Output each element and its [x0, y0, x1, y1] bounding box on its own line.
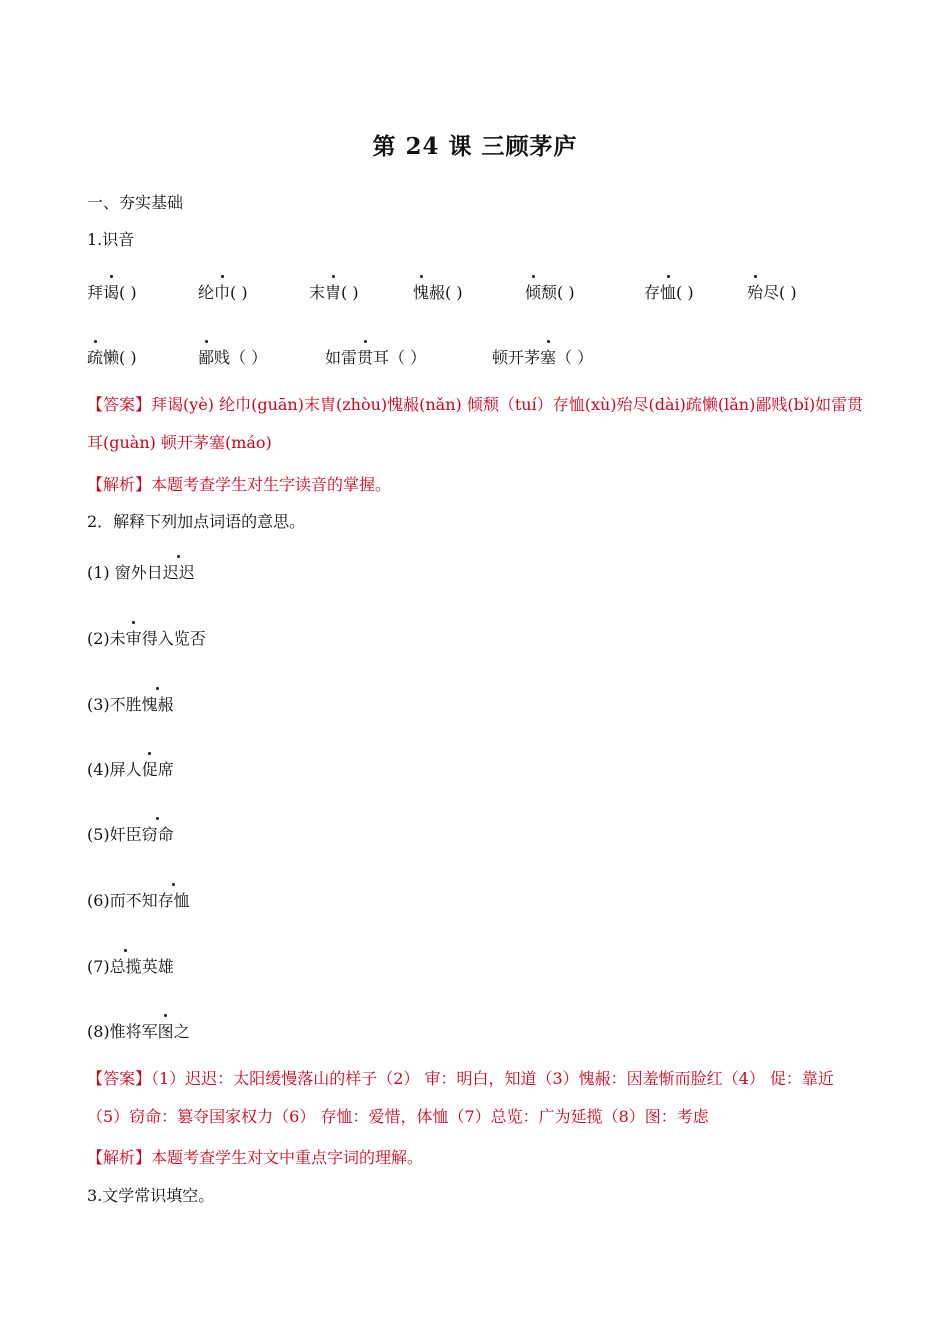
pinyin-item: 鄙贱（ ） — [198, 345, 267, 368]
answer-label: 【答案】 — [87, 1069, 152, 1088]
vocab-item: (2)未审得入览否 — [87, 626, 206, 649]
answer-text: （1）迟迟：太阳缓慢落山的样子（2） 审：明白，知道（3）愧赧：因羞惭而脸红（4） 促：靠近（5）窃命：篡夺国家权力（6） 存恤：爱惜，体恤（7）总览：广为延揽（8）图：考虑 — [87, 1069, 834, 1126]
vocab-item: (5)奸臣窃命 — [87, 822, 174, 845]
analysis-text: 本题考查学生对文中重点字词的理解。 — [151, 1148, 424, 1167]
vocab-item: (3)不胜愧赧 — [87, 692, 174, 715]
answer-label: 【答案】 — [87, 395, 152, 414]
pinyin-item: 拜谒( ) — [87, 280, 137, 303]
question-2-analysis — [87, 1145, 423, 1168]
vocab-item: (8)惟将军图之 — [87, 1019, 190, 1042]
pinyin-item: 如雷贯耳（ ） — [325, 345, 426, 368]
vocab-item: (6)而不知存恤 — [87, 888, 190, 911]
question-2-heading: 2．解释下列加点词语的意思。 — [87, 512, 306, 531]
analysis-label: 【解析】 — [87, 1148, 152, 1167]
analysis-label: 【解析】 — [87, 475, 152, 494]
question-1-answer — [87, 386, 867, 462]
pinyin-item: 纶巾( ) — [198, 280, 248, 303]
pinyin-item: 末胄( ) — [309, 280, 359, 303]
pinyin-item: 愧赧( ) — [413, 280, 463, 303]
vocab-item: (7)总揽英雄 — [87, 954, 174, 977]
analysis-text: 本题考查学生对生字读音的掌握。 — [151, 475, 392, 494]
pinyin-item: 顿开茅塞（ ） — [492, 345, 593, 368]
pinyin-item: 倾颓( ) — [525, 280, 575, 303]
question-2-answer — [87, 1060, 867, 1136]
question-1-analysis — [87, 472, 391, 495]
vocab-item: (1) 窗外日迟迟 — [87, 560, 195, 583]
section-heading: 一、夯实基础 — [87, 193, 184, 212]
answer-text: 拜谒(yè) 纶巾(guān)末胄(zhòu)愧赧(nǎn) 倾颓（tuí）存恤(xù)殆尽(dài)疏懒(lǎn)鄙贱(bǐ)如雷贯耳(guàn) 顿开茅塞(máo) — [87, 395, 864, 452]
pinyin-item: 殆尽( ) — [747, 280, 797, 303]
question-1-heading: 1.识音 — [87, 230, 135, 249]
vocab-item: (4)屏人促席 — [87, 757, 174, 780]
pinyin-item: 存恤( ) — [644, 280, 694, 303]
page-title: 第 24 课 三顾茅庐 — [372, 133, 578, 160]
pinyin-item: 疏懒( ) — [87, 345, 137, 368]
question-3-heading: 3.文学常识填空。 — [87, 1186, 215, 1205]
